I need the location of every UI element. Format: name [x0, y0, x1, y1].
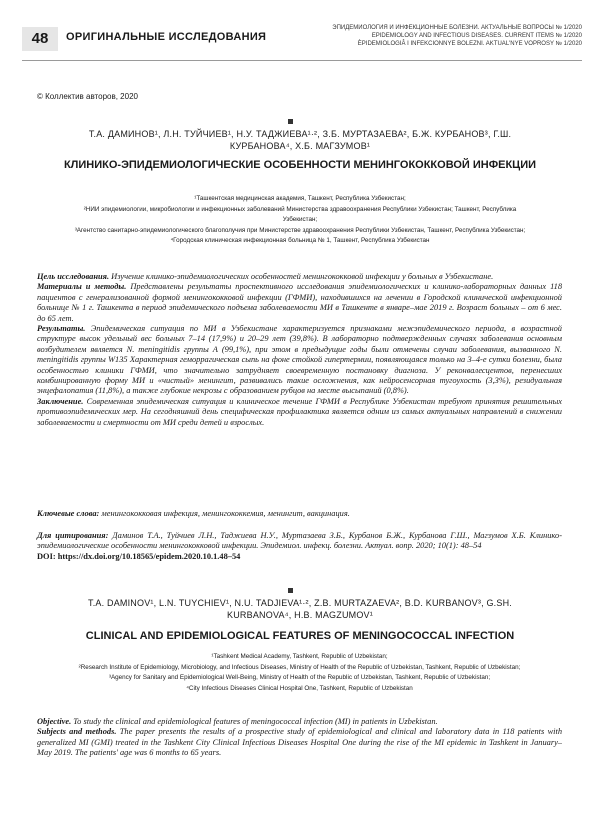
authors-ru: Т.А. ДАМИНОВ¹, Л.Н. ТУЙЧИЕВ¹, Н.У. ТАДЖИЕВА¹·², З.Б. МУРТАЗАЕВА², Б.Ж. КУРБАНОВ³, Г.Ш. КУРБАНОВА⁴, Х.Б. МАГЗУМОВ¹	[88, 129, 512, 151]
page-number: 48	[22, 27, 58, 51]
citation-ru	[37, 531, 562, 562]
keywords-text: менингококковая инфекция, менингококкемия, менингит, вакцинация.	[101, 509, 350, 518]
section-marker-ru	[288, 119, 293, 124]
journal-line-ru: ЭПИДЕМИОЛОГИЯ И ИНФЕКЦИОННЫЕ БОЛЕЗНИ. АКТУАЛЬНЫЕ ВОПРОСЫ № 1/2020	[332, 25, 582, 31]
running-header	[22, 18, 582, 60]
affiliation-en-1: ¹Tashkent Medical Academy, Tashkent, Republic of Uzbekistan;	[211, 653, 388, 660]
authors-en: T.A. DAMINOV¹, L.N. TUYCHIEV¹, N.U. TADJIEVA¹·², Z.B. MURTAZAEVA², B.D. KURBANOV³, G.SH. KURBANOVA⁴, H.B. MAGZUMOV¹	[88, 598, 512, 620]
affiliation-en-3: ³Agency for Sanitary and Epidemiological Well-Being, Ministry of Health of the Republic of Uzbekistan, Tashkent, Republic of Uzbekistan;	[108, 674, 491, 681]
journal-info	[292, 24, 582, 48]
copyright: © Коллектив авторов, 2020	[37, 92, 138, 101]
abstract-en-methods: Subjects and methods. The paper presents the results of a prospective study of epidemiological and clinical and laboratory data in 118 patients with generalized MI (GMI) treated in the Tashkent City Clinical Infectious Diseases Hospital One during the rise of the MI epidemic in Tashkent in January–May 2019. The patients' age was 6 months to 65 years.	[37, 727, 563, 758]
abstract-conclusion: Заключение. Современная эпидемическая ситуация и клиническое течение ГФМИ в Республике Узбекистан требуют принятия решительных противоэпидемических мер. На сегодняшний день специфическая профилактика является одним из самых актуальных направлений в снижении заболеваемости и смертности от МИ среди детей и взрослых.	[37, 396, 562, 427]
keywords-label: Ключевые слова:	[37, 509, 100, 518]
section-title: ОРИГИНАЛЬНЫЕ ИССЛЕДОВАНИЯ	[66, 31, 267, 43]
citation-label: Для цитирования:	[37, 531, 109, 540]
section-marker-en	[288, 588, 293, 593]
affiliation-3: ³Агентство санитарно-эпидемиологического благополучия при Министерстве здравоохранения Республики Узбекистан, Ташкент, Республика Узбекистан;	[74, 226, 526, 234]
affiliation-en-2: ²Research Institute of Epidemiology, Microbiology, and Infectious Diseases, Ministry of Health of the Republic of Uzbekistan, Tashkent, Republic of Uzbekistan;	[78, 663, 521, 671]
abstract-en	[37, 717, 562, 759]
affiliation-1: ¹Ташкентская медицинская академия, Ташкент, Республика Узбекистан;	[194, 195, 406, 202]
abstract-en-objective: Objective. To study the clinical and epidemiological features of meningococcal infection (MI) in patients in Uzbekistan.	[37, 717, 438, 726]
header-divider	[22, 60, 582, 61]
abstract-methods: Материалы и методы. Представлены результаты проспективного исследования эпидемиологических и клинико-лабораторных данных 118 пациентов с генерализованной формой менингококковой инфекции (ГФМИ), находившихся на лечении в Городской клинической инфекционной больнице № 1 г. Ташкента в период эпидемического подъема заболеваемости МИ в Ташкенте в январе–мае 2019 г. Возраст больных – от 6 мес. до 65 лет.	[37, 282, 563, 323]
journal-line-en: EPIDEMIOLOGY AND INFECTIOUS DISEASES. CURRENT ITEMS № 1/2020	[371, 33, 582, 39]
doi-link[interactable]: DOI: https://dx.doi.org/10.18565/epidem.2020.10.1.48–54	[37, 551, 241, 561]
article-title-ru: КЛИНИКО-ЭПИДЕМИОЛОГИЧЕСКИЕ ОСОБЕННОСТИ МЕНИНГОКОККОВОЙ ИНФЕКЦИИ	[63, 159, 537, 171]
affiliations-en	[37, 652, 562, 694]
abstract-results: Результаты. Эпидемическая ситуация по МИ в Узбекистане характеризуется признаками межэпидемического периода, в возрастной структуре высок удельный вес больных 7–14 (17,9%) и 20–29 лет (39,8%). В лабораторно подтвержденных случаях заболевания основным возбудителем является N. meningitidis группы А (99,1%), при этом в предыдущие годы были отмечены случаи заболевания, вызванного N. meningitidis группы W135 Характерная геморрагическая сыпь на фоне стойкой гипертермии, появляющаяся только на 3–4-е сутки болезни, была особенностью клиники ГФМИ, что значительно затрудняет своевременную постановку диагноза. У реконвалесцентов, перенесших комбинированную форму МИ и «чистый» менингит, развивались такие осложнения, как нейросенсорная тугоухость (3,3%), резидуальная энцефалопатия (11,8%), а также глубокие некрозы с образованием рубцов на месте высыпаний (0,8%).	[37, 324, 562, 396]
affiliation-4: ⁴Городская клиническая инфекционная больница № 1, Ташкент, Республика Узбекистан	[170, 237, 430, 244]
affiliation-en-4: ⁴City Infectious Diseases Clinical Hospital One, Tashkent, Republic of Uzbekistan	[186, 684, 413, 692]
keywords-ru	[37, 509, 562, 519]
journal-line-translit: ÈPIDEMIOLOGIÂ I INFEKCIONNYE BOLEZNI. AKTUAL'NYE VOPROSY № 1/2020	[357, 41, 582, 47]
article-title-en: CLINICAL AND EPIDEMIOLOGICAL FEATURES OF MENINGOCOCCAL INFECTION	[85, 630, 515, 642]
affiliation-2: ²НИИ эпидемиологии, микробиологии и инфекционных заболеваний Министерства здравоохранения Республики Узбекистан; Ташкент, Республика Узбекистан;	[83, 205, 517, 223]
affiliations-ru	[70, 194, 530, 247]
abstract-aim: Цель исследования. Изучение клинико-эпидемиологических особенностей менингококковой инфекции у больных в Узбекистане.	[37, 272, 494, 281]
abstract-ru	[37, 272, 562, 428]
citation-text: Даминов Т.А., Туйчиев Л.Н., Таджиева Н.У., Муртазаева З.Б., Курбанов Б.Ж., Курбанова Г.Ш., Магзумов Х.Б. Клинико-эпидемиологические особенности менингококковой инфекции. Эпидемиол. инфекц. болезни. Актуал. вопр. 2020; 10(1): 48–54	[37, 531, 563, 551]
